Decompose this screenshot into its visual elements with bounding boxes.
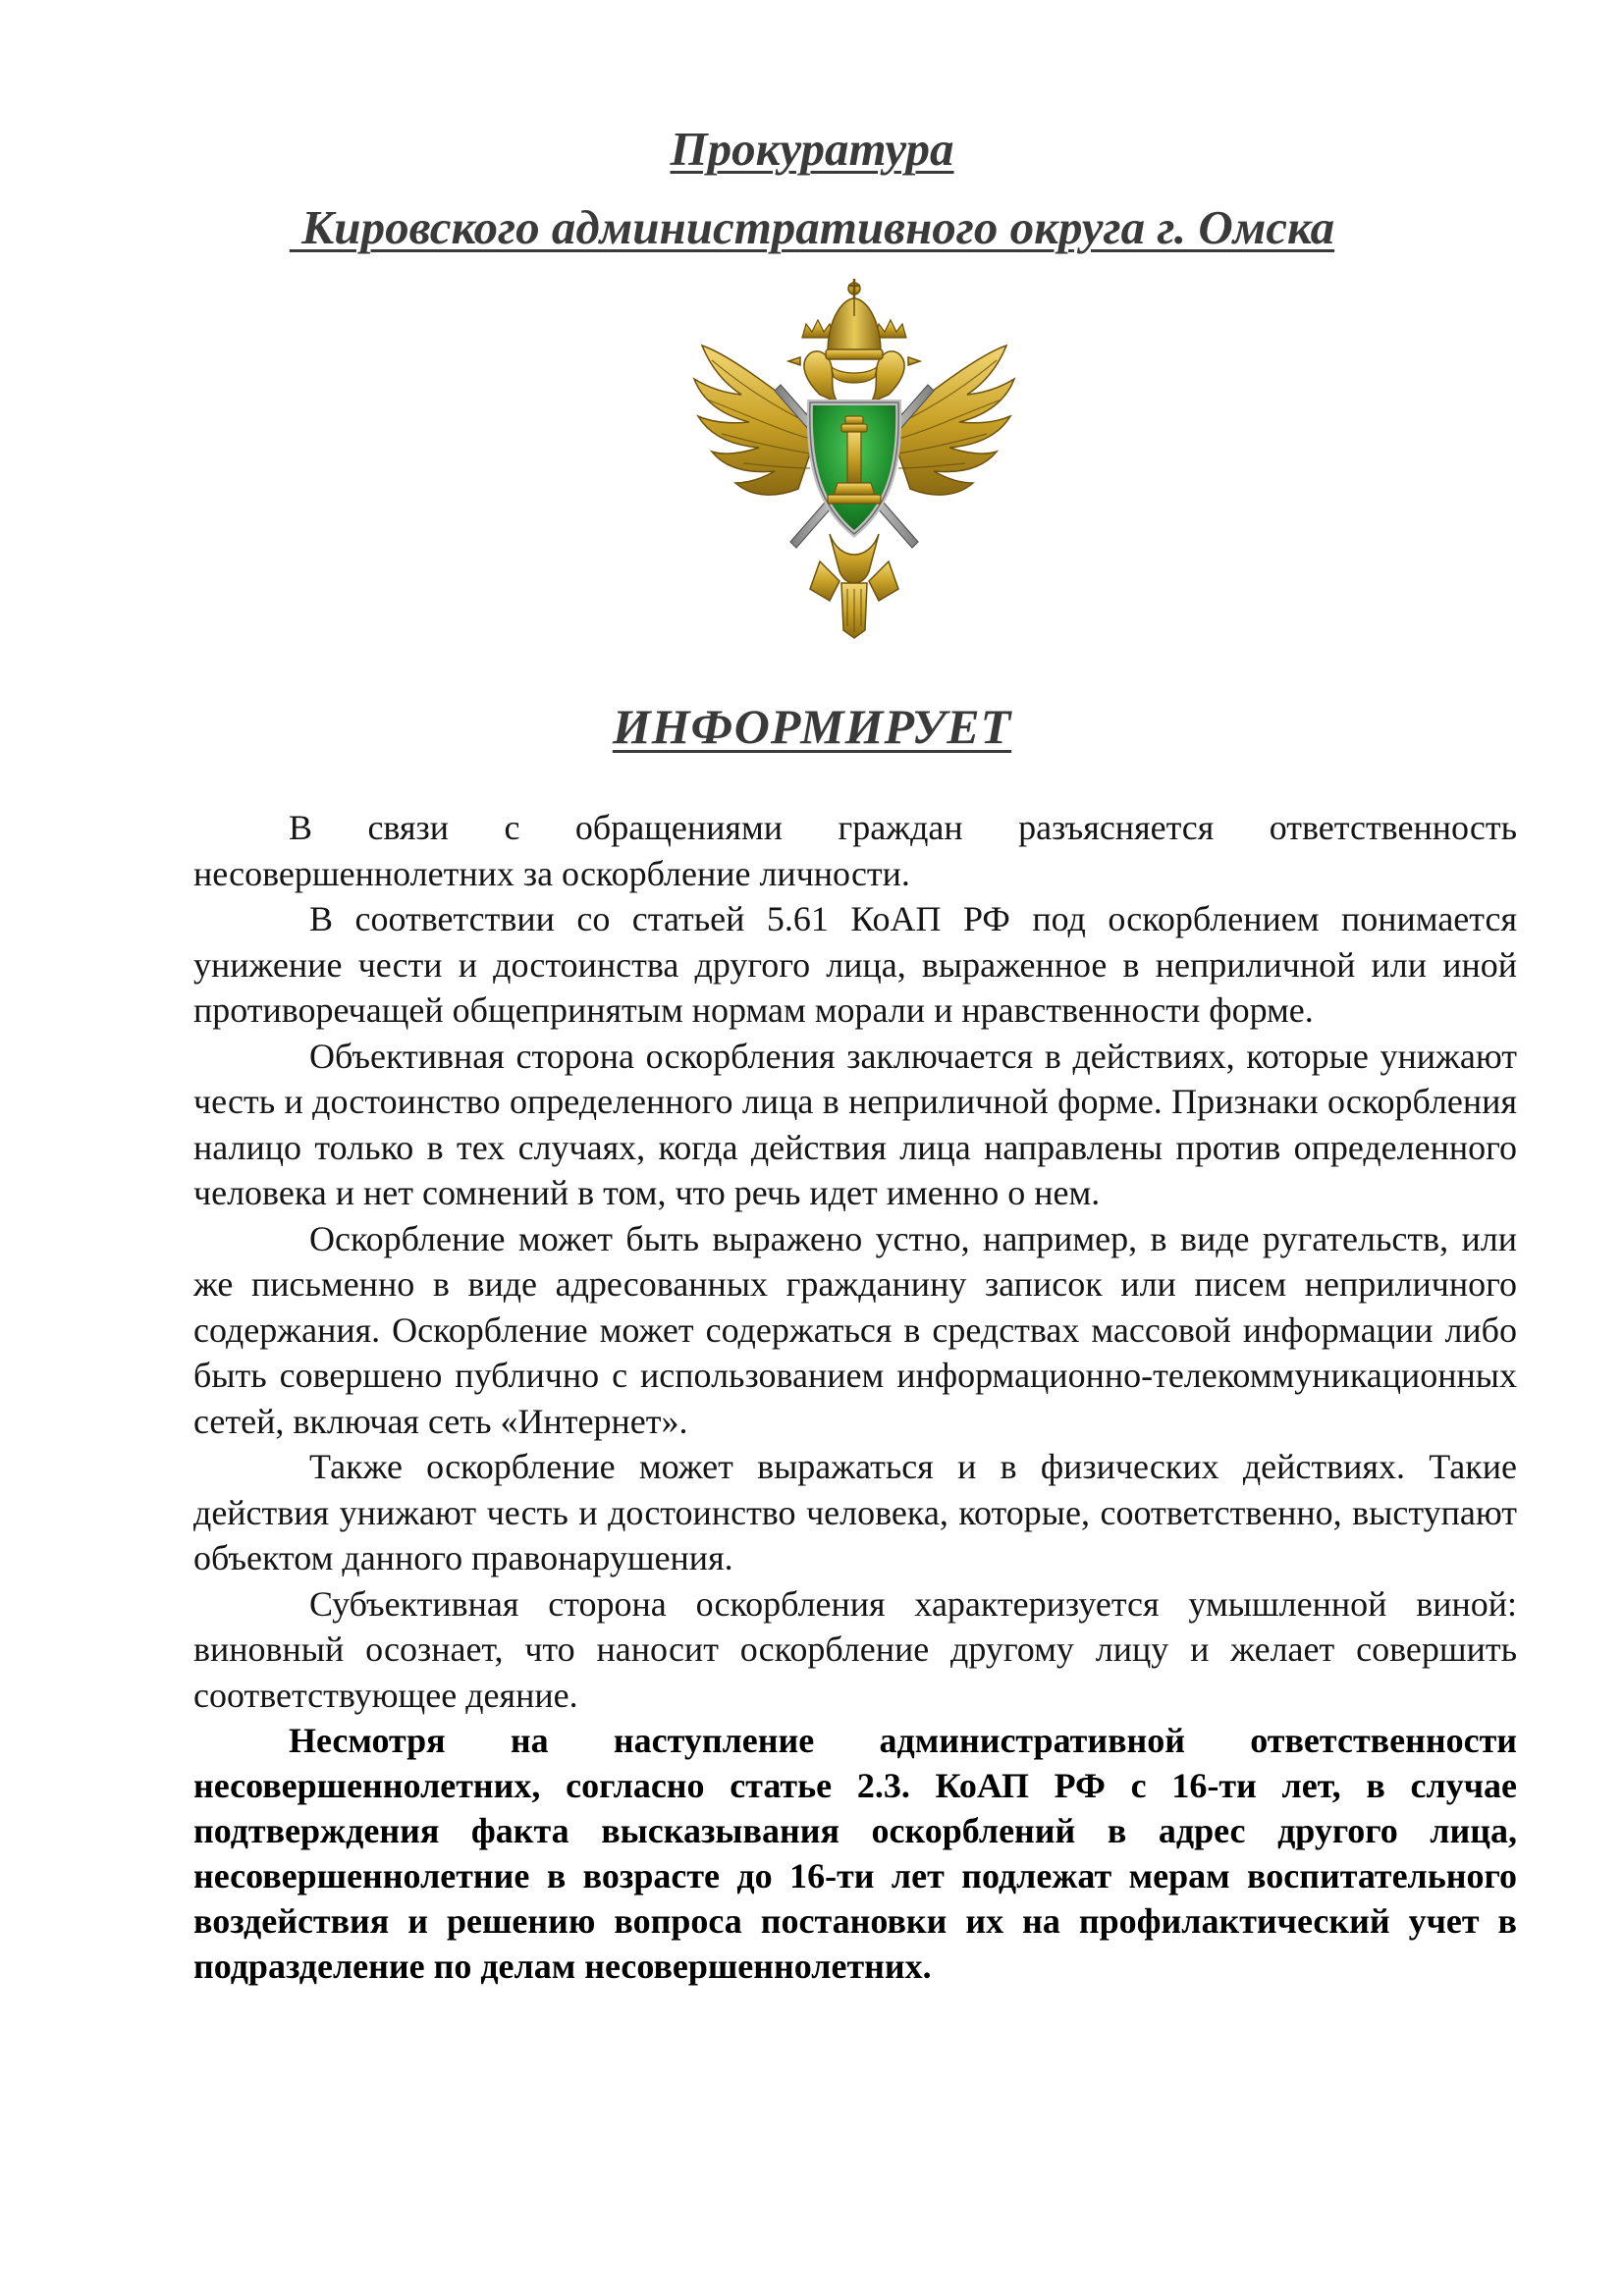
document-body — [193, 805, 1517, 1989]
header-title-line-2: Кировского административного округа г. Омска — [289, 200, 1335, 254]
document-header — [0, 110, 1624, 267]
paragraph-2: В соответствии со статьей 5.61 КоАП РФ под оскорблением понимается унижение чести и достоинства другого лица, выраженное в неприличной или иной противоречащей общепринятым нормам морали и нравственности форме. — [193, 899, 1517, 1030]
bold-conclusion-paragraph: Несмотря на наступление административной ответственности несовершеннолетних, согласно статье 2.3. КоАП РФ с 16-ти лет, в случае подтверждения факта высказывания оскорблений в адрес другого лица, несовершеннолетние в возрасте до 16-ти лет подлежат мерам воспитательного воздействия и решению вопроса постановки их на профилактический учет в подразделение по делам несовершеннолетних. — [193, 1721, 1517, 1986]
header-title-line-1: Прокуратура — [670, 122, 954, 176]
informs-title: ИНФОРМИРУЕТ — [612, 699, 1012, 754]
paragraph-3: Объективная сторона оскорбления заключается в действиях, которые унижают честь и достоинство определенного лица в неприличной форме. Признаки оскорбления налицо только в тех случаях, когда действия лица направлены против определенного человека и нет сомнений в том, что речь идет именно о нем. — [193, 1036, 1517, 1212]
prosecutor-emblem-icon — [673, 277, 1036, 642]
paragraph-6: Субъективная сторона оскорбления характеризуется умышленной виной: виновный осознает, что наносит оскорбление другому лицу и желает совершить соответствующее деяние. — [193, 1583, 1517, 1715]
paragraph-5: Также оскорбление может выражаться и в физических действиях. Такие действия унижают честь и достоинство человека, которые, соответственно, выступают объектом данного правонарушения. — [193, 1447, 1517, 1577]
paragraph-4: Оскорбление может быть выражено устно, например, в виде ругательств, или же письменно в виде адресованных гражданину записок или писем неприличного содержания. Оскорбление может содержаться в средствах массовой информации либо быть совершено публично с использованием информационно-телекоммуникационных сетей, включая сеть «Интернет». — [193, 1218, 1517, 1441]
paragraph-1: В связи с обращениями граждан разъясняется ответственность несовершеннолетних за оскорбление личности. — [193, 808, 1517, 893]
